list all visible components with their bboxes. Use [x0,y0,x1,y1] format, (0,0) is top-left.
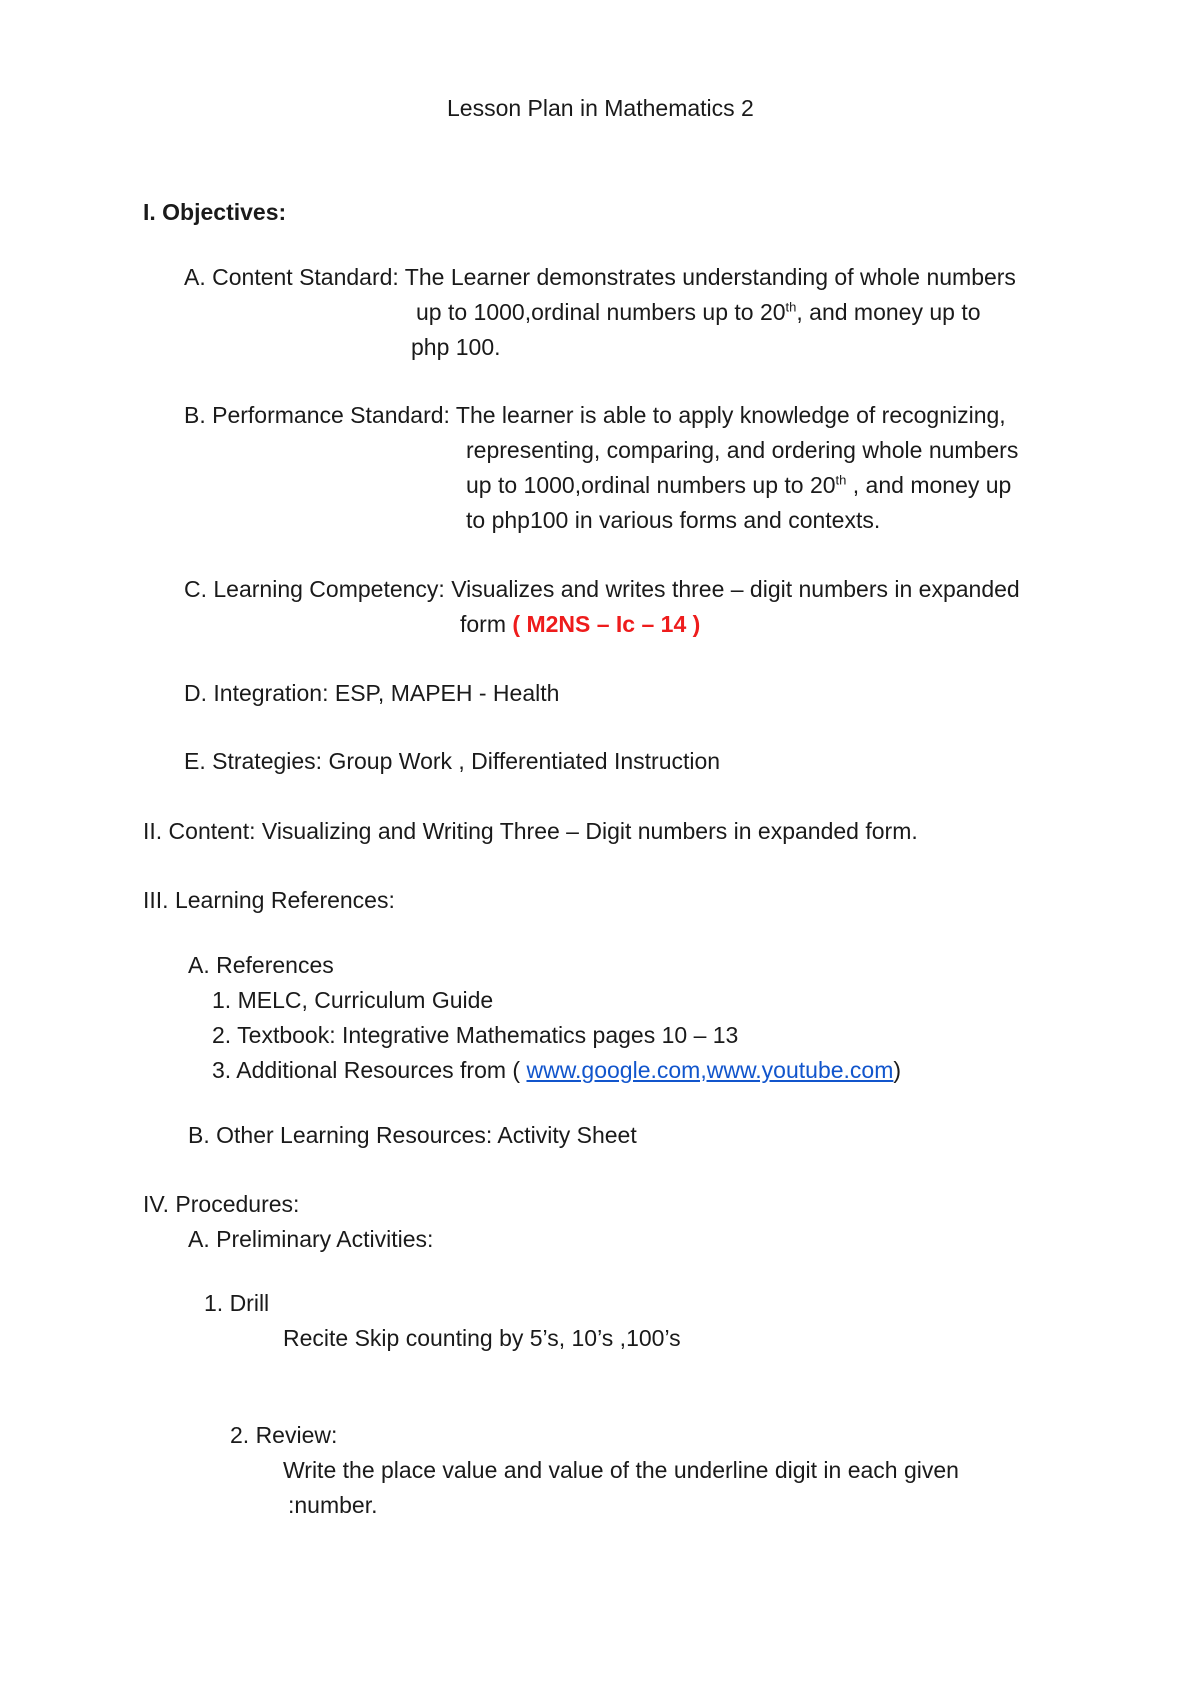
review-text-2: :number. [288,1492,378,1518]
performance-standard-line-2: representing, comparing, and ordering whole numbers [466,437,1019,463]
resources-link[interactable]: www.google.com,www.youtube.com [526,1057,894,1083]
document-title: Lesson Plan in Mathematics 2 [447,95,754,121]
learning-competency-text-1: Visualizes and writes three – digit numbers in expanded [451,576,1020,602]
competency-code: ( M2NS – Ic – 14 ) [512,611,701,637]
performance-standard-label: B. Performance Standard: [184,402,450,428]
content-standard-line-3: php 100. [411,334,501,360]
performance-standard-text-3a: up to 1000,ordinal numbers up to 20 [466,472,836,498]
other-resources-line: B. Other Learning Resources: Activity Sheet [188,1122,637,1148]
performance-standard-text-1: The learner is able to apply knowledge of recognizing, [455,402,1006,428]
content-standard-line-1 [184,266,1016,289]
reference-item-3-prefix: 3. Additional Resources from ( [212,1057,521,1083]
review-label: 2. Review: [230,1422,338,1448]
content-standard-text-1: The Learner demonstrates understanding of whole numbers [404,264,1016,290]
review-text-1: Write the place value and value of the underline digit in each given [283,1457,959,1483]
learning-competency-label: C. Learning Competency: [184,576,445,602]
strategies-line: E. Strategies: Group Work , Differentiated Instruction [184,748,721,774]
reference-item-3 [212,1059,901,1082]
integration-line: D. Integration: ESP, MAPEH - Health [184,680,560,706]
content-standard-text-2a: up to 1000,ordinal numbers up to 20 [416,299,786,325]
drill-text: Recite Skip counting by 5’s, 10’s ,100’s [283,1325,681,1351]
performance-standard-line-4: to php100 in various forms and contexts. [466,507,881,533]
content-standard-sup: th [785,299,797,315]
reference-item-2: 2. Textbook: Integrative Mathematics pages 10 – 13 [212,1022,739,1048]
drill-label: 1. Drill [204,1290,270,1316]
learning-competency-text-2: form [460,611,506,637]
content-standard-line-2 [416,301,981,324]
reference-item-3-suffix: ) [893,1057,902,1083]
preliminary-activities: A. Preliminary Activities: [188,1226,434,1252]
content-line: II. Content: Visualizing and Writing Three – Digit numbers in expanded form. [143,818,918,844]
performance-standard-sup: th [835,472,847,488]
performance-standard-line-3 [466,474,1011,497]
objectives-heading: I. Objectives: [143,199,287,225]
procedures-heading: IV. Procedures: [143,1191,300,1217]
content-standard-text-2b: , and money up to [796,299,981,325]
learning-competency-line-1 [184,578,1020,601]
learning-competency-line-2 [460,613,700,636]
references-heading: A. References [188,952,334,978]
reference-item-1: 1. MELC, Curriculum Guide [212,987,494,1013]
performance-standard-text-3b: , and money up [846,472,1012,498]
learning-references-heading: III. Learning References: [143,887,395,913]
content-standard-label: A. Content Standard: [184,264,399,290]
performance-standard-line-1 [184,404,1006,427]
